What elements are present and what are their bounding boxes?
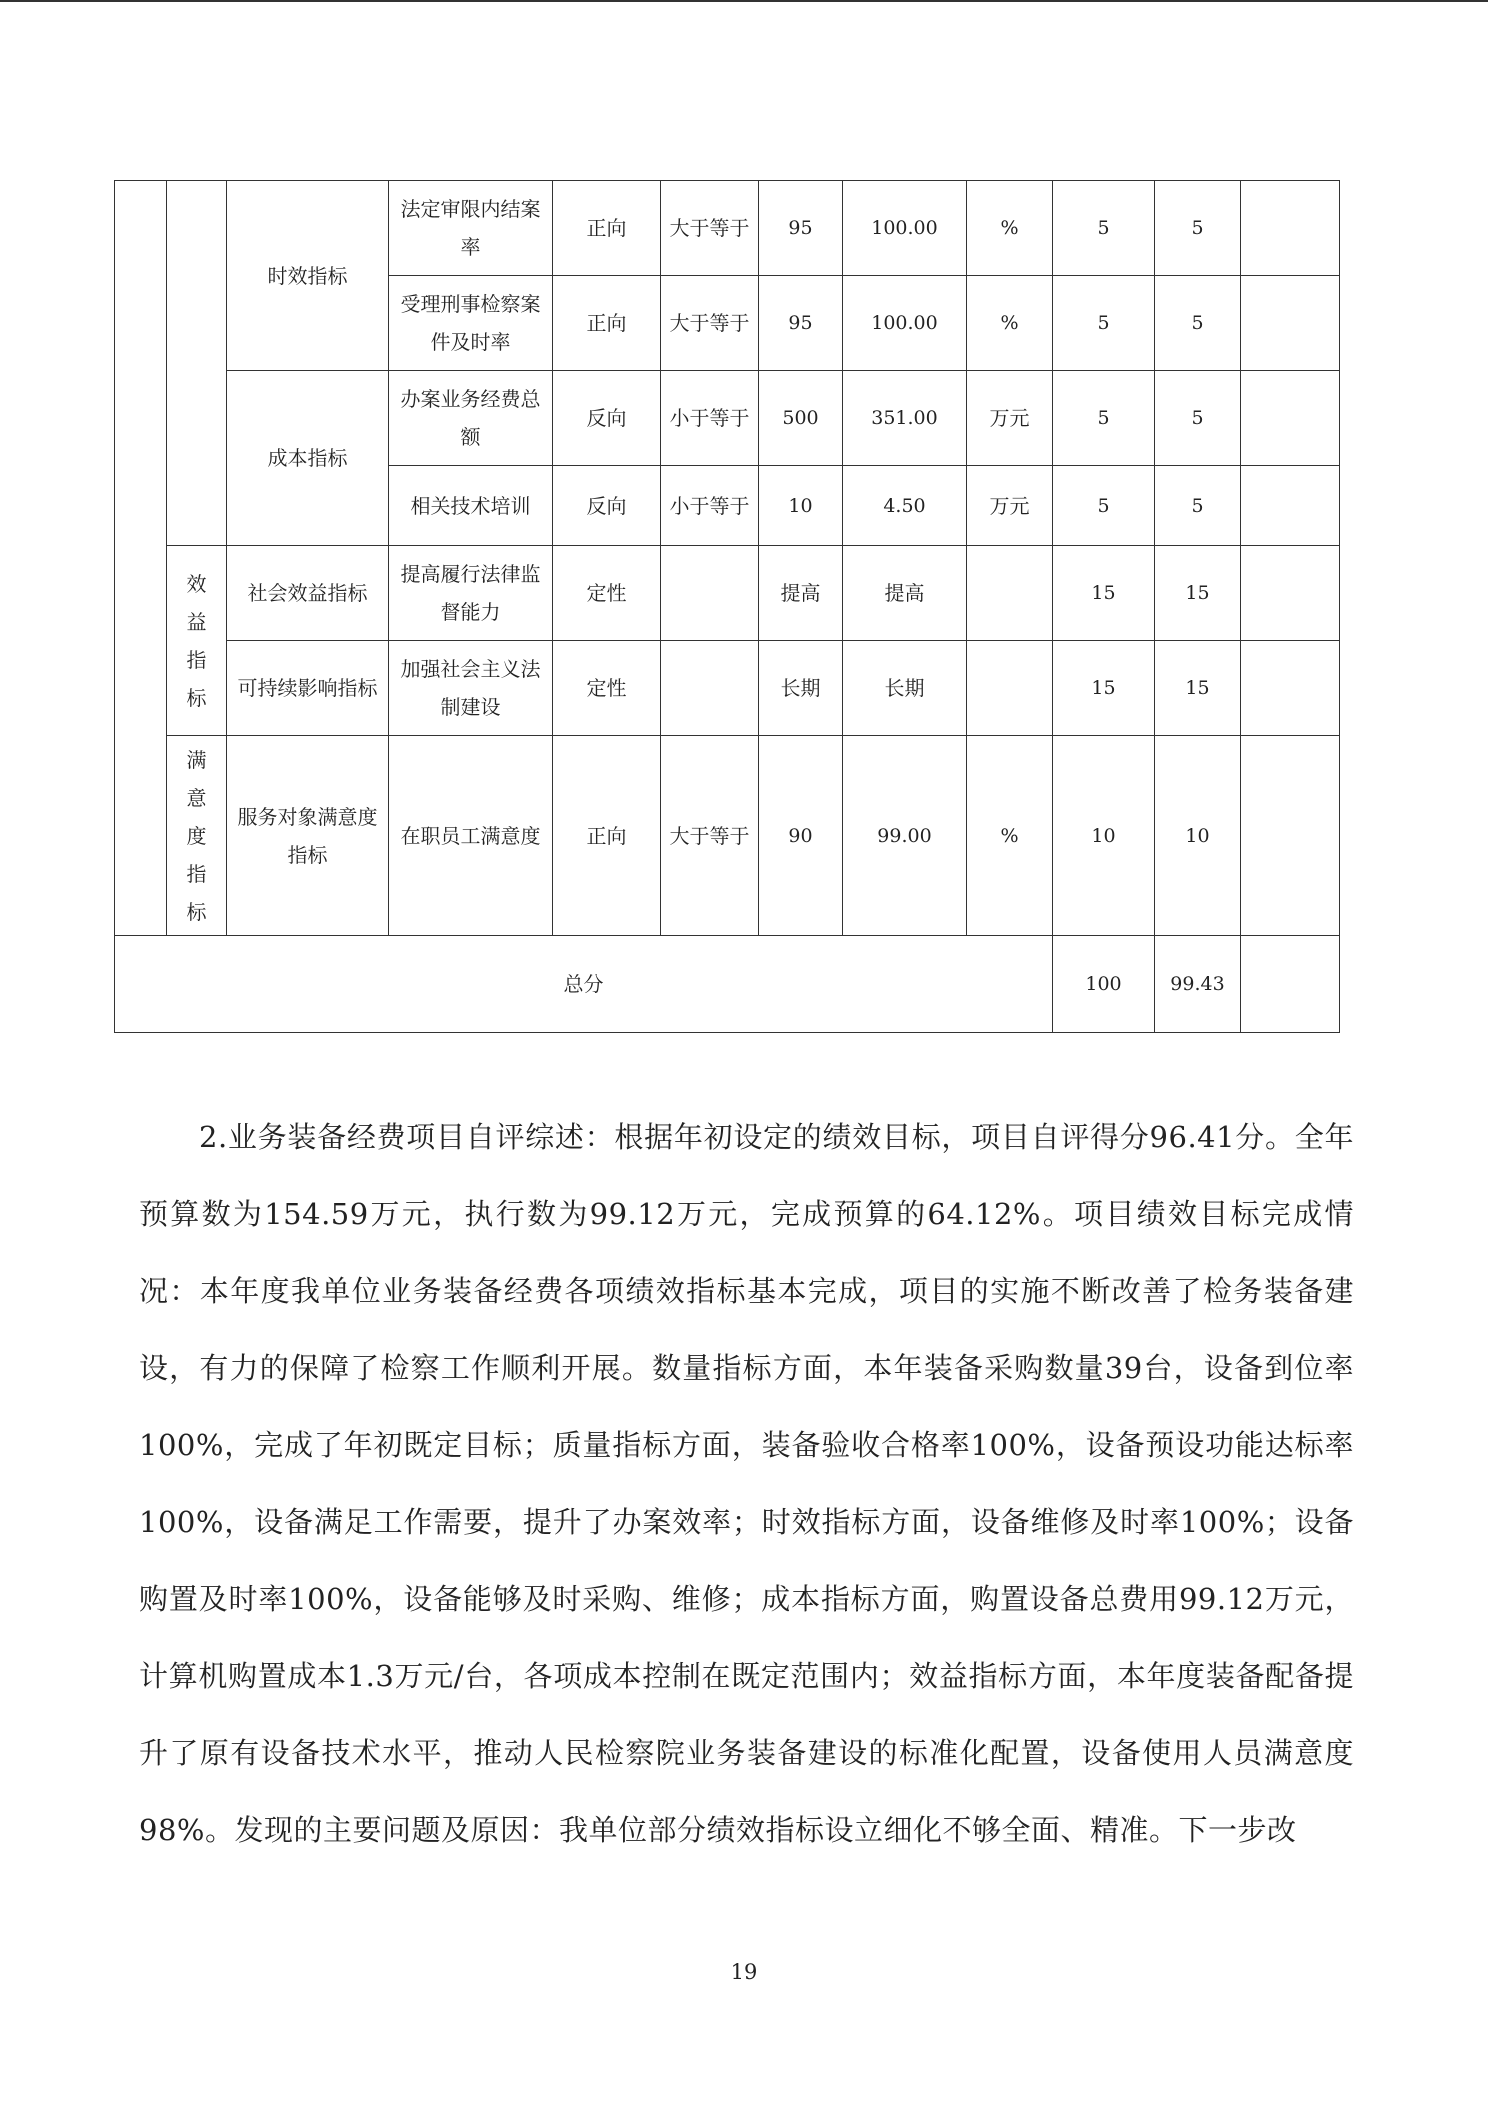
performance-indicator-table (114, 180, 1340, 1033)
tertiary-indicator-cell: 提高履行法律监督能力 (389, 546, 553, 641)
secondary-indicator-cell: 可持续影响指标 (227, 641, 389, 736)
target-value-cell: 90 (759, 736, 843, 936)
comparison-cell: 小于等于 (661, 371, 759, 466)
score-cell: 10 (1155, 736, 1241, 936)
unit-cell: 万元 (967, 466, 1053, 546)
note-cell (1241, 641, 1340, 736)
tertiary-indicator-cell: 在职员工满意度 (389, 736, 553, 936)
direction-cell: 反向 (553, 466, 661, 546)
weight-cell: 15 (1053, 546, 1155, 641)
tertiary-indicator-cell: 相关技术培训 (389, 466, 553, 546)
table-row (115, 546, 1340, 641)
actual-value-cell: 99.00 (843, 736, 967, 936)
secondary-indicator-cell: 社会效益指标 (227, 546, 389, 641)
target-value-cell: 95 (759, 181, 843, 276)
level1-category-cell (115, 181, 167, 936)
weight-cell: 15 (1053, 641, 1155, 736)
unit-cell: 万元 (967, 371, 1053, 466)
target-value-cell: 长期 (759, 641, 843, 736)
unit-cell (967, 546, 1053, 641)
comparison-cell: 小于等于 (661, 466, 759, 546)
secondary-indicator-cell: 时效指标 (227, 181, 389, 371)
note-cell (1241, 276, 1340, 371)
actual-value-cell: 长期 (843, 641, 967, 736)
direction-cell: 定性 (553, 641, 661, 736)
top-border-line (0, 0, 1488, 2)
level2-category-cell (167, 181, 227, 546)
self-evaluation-paragraph: 2.业务装备经费项目自评综述：根据年初设定的绩效目标，项目自评得分96.41分。全年预算数为154.59万元，执行数为99.12万元，完成预算的64.12%。项目绩效目标完成情况：本年度我单位业务装备经费各项绩效指标基本完成，项目的实施不断改善了检务装备建设，有力的保障了检察工作顺利开展。数量指标方面，本年装备采购数量39台，设备到位率100%，完成了年初既定目标；质量指标方面，装备验收合格率100%，设备预设功能达标率100%，设备满足工作需要，提升了办案效率；时效指标方面，设备维修及时率100%；设备购置及时率100%，设备能够及时采购、维修；成本指标方面，购置设备总费用99.12万元，计算机购置成本1.3万元/台，各项成本控制在既定范围内；效益指标方面，本年度装备配备提升了原有设备技术水平，推动人民检察院业务装备建设的标准化配置，设备使用人员满意度98%。发现的主要问题及原因：我单位部分绩效指标设立细化不够全面、精准。下一步改 (139, 1120, 1354, 1847)
weight-cell: 5 (1053, 181, 1155, 276)
page-number: 19 (730, 1960, 758, 1984)
secondary-indicator-cell: 成本指标 (227, 371, 389, 546)
actual-value-cell: 100.00 (843, 181, 967, 276)
weight-cell: 10 (1053, 736, 1155, 936)
total-score: 99.43 (1155, 936, 1241, 1033)
satisfaction-indicator-label: 满 意 度 指 标 (167, 736, 227, 936)
direction-cell: 正向 (553, 736, 661, 936)
weight-cell: 5 (1053, 371, 1155, 466)
score-cell: 5 (1155, 181, 1241, 276)
target-value-cell: 提高 (759, 546, 843, 641)
score-cell: 5 (1155, 466, 1241, 546)
weight-cell: 5 (1053, 276, 1155, 371)
table-row (115, 736, 1340, 936)
direction-cell: 正向 (553, 276, 661, 371)
target-value-cell: 500 (759, 371, 843, 466)
target-value-cell: 10 (759, 466, 843, 546)
unit-cell: % (967, 181, 1053, 276)
actual-value-cell: 100.00 (843, 276, 967, 371)
unit-cell (967, 641, 1053, 736)
note-cell (1241, 371, 1340, 466)
table-row (115, 641, 1340, 736)
note-cell (1241, 736, 1340, 936)
target-value-cell: 95 (759, 276, 843, 371)
table-row (115, 371, 1340, 466)
comparison-cell: 大于等于 (661, 736, 759, 936)
total-row (115, 936, 1340, 1033)
actual-value-cell: 提高 (843, 546, 967, 641)
tertiary-indicator-cell: 受理刑事检察案件及时率 (389, 276, 553, 371)
comparison-cell (661, 641, 759, 736)
comparison-cell (661, 546, 759, 641)
actual-value-cell: 4.50 (843, 466, 967, 546)
total-label: 总分 (115, 936, 1053, 1033)
score-cell: 15 (1155, 546, 1241, 641)
tertiary-indicator-cell: 办案业务经费总额 (389, 371, 553, 466)
total-weight: 100 (1053, 936, 1155, 1033)
actual-value-cell: 351.00 (843, 371, 967, 466)
score-cell: 15 (1155, 641, 1241, 736)
direction-cell: 定性 (553, 546, 661, 641)
comparison-cell: 大于等于 (661, 181, 759, 276)
direction-cell: 反向 (553, 371, 661, 466)
benefit-indicator-label: 效 益 指 标 (167, 546, 227, 736)
total-note (1241, 936, 1340, 1033)
unit-cell: % (967, 736, 1053, 936)
comparison-cell: 大于等于 (661, 276, 759, 371)
table-row (115, 181, 1340, 276)
tertiary-indicator-cell: 法定审限内结案率 (389, 181, 553, 276)
direction-cell: 正向 (553, 181, 661, 276)
unit-cell: % (967, 276, 1053, 371)
secondary-indicator-cell: 服务对象满意度指标 (227, 736, 389, 936)
score-cell: 5 (1155, 276, 1241, 371)
note-cell (1241, 546, 1340, 641)
weight-cell: 5 (1053, 466, 1155, 546)
score-cell: 5 (1155, 371, 1241, 466)
note-cell (1241, 181, 1340, 276)
note-cell (1241, 466, 1340, 546)
tertiary-indicator-cell: 加强社会主义法制建设 (389, 641, 553, 736)
